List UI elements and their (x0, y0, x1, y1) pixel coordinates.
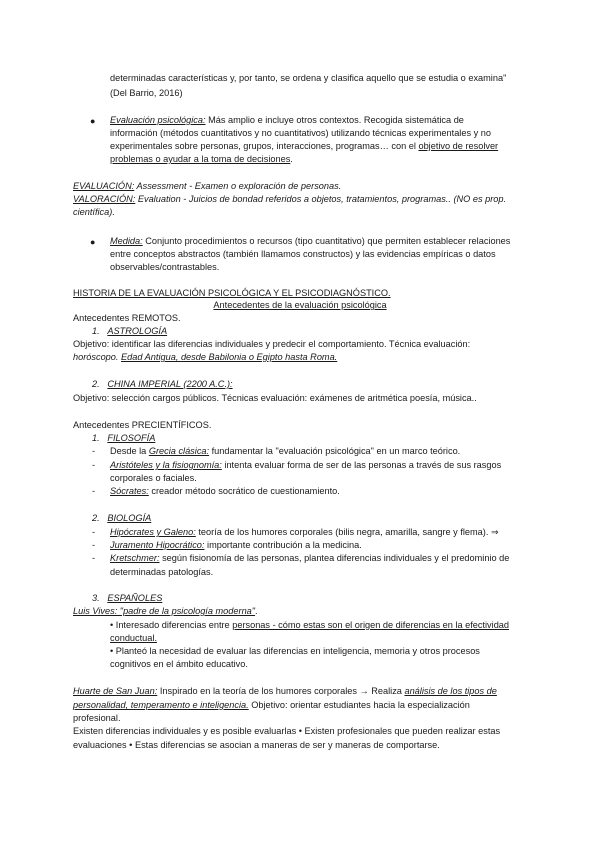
valoracion-text: Evaluation - Juicios de bondad referidos a objetos, tratamientos, programas.. (NO es prop. (135, 194, 507, 204)
huarte-objetivo: Objetivo: orientar estudiantes hacia la especialización (248, 700, 470, 710)
valoracion-definition (73, 193, 506, 205)
vives-heading (73, 605, 258, 617)
medida-line-3: observables/contrastables. (110, 262, 220, 272)
medida-text: Conjunto procedimientos o recursos (tipo cuantitativo) que permiten establecer relaciones (142, 236, 511, 246)
dash-icon: - (92, 460, 96, 470)
filosofia-item-1-pre: Desde la (110, 446, 149, 456)
filosofia-heading (92, 432, 155, 444)
china-heading (92, 378, 233, 390)
biologia-item-2-term: Juramento Hipocrático: (110, 540, 205, 550)
eval-psico-line-2: información (métodos cuantitativos y no cuantitativos) utilizando técnicas experimentales y no (110, 128, 491, 138)
huarte-line-3: profesional. (73, 713, 121, 723)
vives-line-1b: personas - cómo estas son el origen de diferencias en la efectividad (232, 620, 510, 630)
huarte-text-1: Inspirado en la teoría de los humores corporales → Realiza (157, 686, 405, 696)
filosofia-item-2-term: Aristóteles y la fisiognomía: (110, 460, 222, 470)
biologia-item-3-text: según fisionomía de las personas, plantea diferencias individuales y el predominio de (159, 553, 510, 563)
vives-line-1c: conductual. (110, 633, 157, 643)
huarte-personalidad: personalidad, temperamento e inteligencia. (73, 700, 249, 710)
astrologia-num: 1. (92, 326, 100, 336)
biologia-item-2-text: importante contribución a la medicina. (204, 540, 362, 550)
dash-icon: - (92, 446, 96, 456)
eval-psico-line-4 (110, 153, 293, 165)
astrologia-horoscopo: horóscopo. (73, 352, 122, 362)
eval-psico-term: Evaluación psicológica: (110, 115, 206, 125)
eval-psico-line-3 (110, 140, 498, 152)
vives-term: Luis Vives: "padre de la psicología moderna" (73, 606, 256, 616)
china-line-1: Objetivo: selección cargos públicos. Técnicas evaluación: exámenes de aritmética poesía, música.. (73, 393, 477, 403)
medida-line-2: entre conceptos abstractos (también llamamos constructos) y las evidencias empíricas o datos (110, 249, 496, 259)
biologia-item-3-term: Kretschmer: (110, 553, 160, 563)
medida-term: Medida: (110, 236, 143, 246)
historia-title: HISTORIA DE LA EVALUACIÓN PSICOLÓGICA Y EL PSICODIAGNÓSTICO. (73, 288, 391, 298)
filosofia-item-1-text: fundamentar la "evaluación psicológica" en un marco teórico. (209, 446, 461, 456)
filosofia-item-1 (110, 445, 460, 457)
bullet-icon: ● (90, 116, 96, 126)
vives-line-1a: • Interesado diferencias entre (110, 620, 233, 630)
astrologia-line-2 (73, 351, 337, 363)
dash-icon: - (92, 486, 96, 496)
espanoles-heading (92, 592, 162, 604)
remotos-heading: Antecedentes REMOTOS. (73, 313, 181, 323)
filosofia-num: 1. (92, 433, 100, 443)
filosofia-item-2-cont: corporales o faciales. (110, 473, 197, 483)
filosofia-item-3-term: Sócrates: (110, 486, 149, 496)
huarte-line-1 (73, 685, 497, 697)
huarte-line-5: evaluaciones • Estas diferencias se asocian a maneras de ser y maneras de comportarse. (73, 740, 440, 750)
bullet-icon: ● (90, 237, 96, 247)
china-num: 2. (92, 379, 100, 389)
biologia-item-3 (110, 552, 509, 564)
dash-icon: - (92, 540, 96, 550)
vives-line-1 (110, 619, 509, 631)
biologia-item-3-cont: determinadas patologías. (110, 567, 214, 577)
eval-psico-objetivo: objetivo de resolver (418, 141, 499, 151)
intro-line-1: determinadas características y, por tanto, se ordena y clasifica aquello que se estudia o examina" (110, 73, 507, 83)
evaluacion-term: EVALUACIÓN: (73, 181, 135, 191)
eval-psico-text: Más amplio e incluye otros contextos. Recogida sistemática de (205, 115, 464, 125)
evaluacion-definition (73, 180, 341, 192)
biologia-item-1 (110, 526, 499, 538)
filosofia-item-1-term: Grecia clásica: (148, 446, 210, 456)
biologia-item-1-term: Hipócrates y Galeno: (110, 527, 196, 537)
valoracion-term: VALORACIÓN: (73, 194, 136, 204)
filosofia-item-3-text: creador método socrático de cuestionamiento. (148, 486, 340, 496)
eval-psico-objetivo-cont: problemas o ayudar a la toma de decisiones (110, 154, 291, 164)
biologia-heading (92, 512, 151, 524)
dash-icon: - (92, 553, 96, 563)
eval-psico-line-3a: experimentales sobre personas, grupos, interacciones, programas… con el (110, 141, 419, 151)
valoracion-line-2: científica). (73, 207, 115, 217)
biologia-item-2 (110, 539, 362, 551)
huarte-term: Huarte de San Juan: (73, 686, 158, 696)
biologia-num: 2. (92, 513, 100, 523)
filosofia-item-3 (110, 485, 340, 497)
astrologia-title: ASTROLOGÍA (107, 326, 168, 336)
astrologia-heading (92, 325, 167, 337)
precientificos-heading: Antecedentes PRECIENTÍFICOS. (73, 420, 212, 430)
evaluacion-text: Assessment - Examen o exploración de personas. (134, 181, 342, 191)
vives-line-3: cognitivos en el ámbito educativo. (110, 659, 248, 669)
espanoles-num: 3. (92, 593, 100, 603)
huarte-line-4: Existen diferencias individuales y es posible evaluarlas • Existen profesionales que pueden realizar estas (73, 726, 501, 736)
intro-citation: (Del Barrio, 2016) (110, 88, 183, 98)
astrologia-line-1: Objetivo: identificar las diferencias individuales y predecir el comportamiento. Técnica evaluación: (73, 339, 471, 349)
huarte-line-2 (73, 699, 470, 711)
medida-line-1 (110, 235, 510, 247)
filosofia-item-2 (110, 459, 501, 471)
china-title: CHINA IMPERIAL (2200 A.C.): (107, 379, 233, 389)
filosofia-title: FILOSOFÍA (107, 433, 156, 443)
filosofia-item-2-text: intenta evaluar forma de ser de las personas a través de sus rasgos (221, 460, 502, 470)
vives-period: . (255, 606, 258, 616)
astrologia-edad: Edad Antigua, desde Babilonia o Egipto hasta Roma. (121, 352, 338, 362)
antecedentes-title: Antecedentes de la evaluación psicológica (213, 300, 387, 310)
huarte-analisis: análisis de los tipos de (404, 686, 497, 696)
biologia-title: BIOLOGÍA (107, 513, 152, 523)
vives-line-2: • Planteó la necesidad de evaluar las diferencias en inteligencia, memoria y otros procesos (110, 646, 480, 656)
eval-psico-line-1 (110, 114, 464, 126)
dash-icon: - (92, 527, 96, 537)
biologia-item-1-text: teoría de los humores corporales (bilis negra, amarilla, sangre y flema). ⇒ (195, 527, 499, 537)
eval-psico-period: . (290, 154, 293, 164)
espanoles-title: ESPAÑOLES (107, 593, 163, 603)
